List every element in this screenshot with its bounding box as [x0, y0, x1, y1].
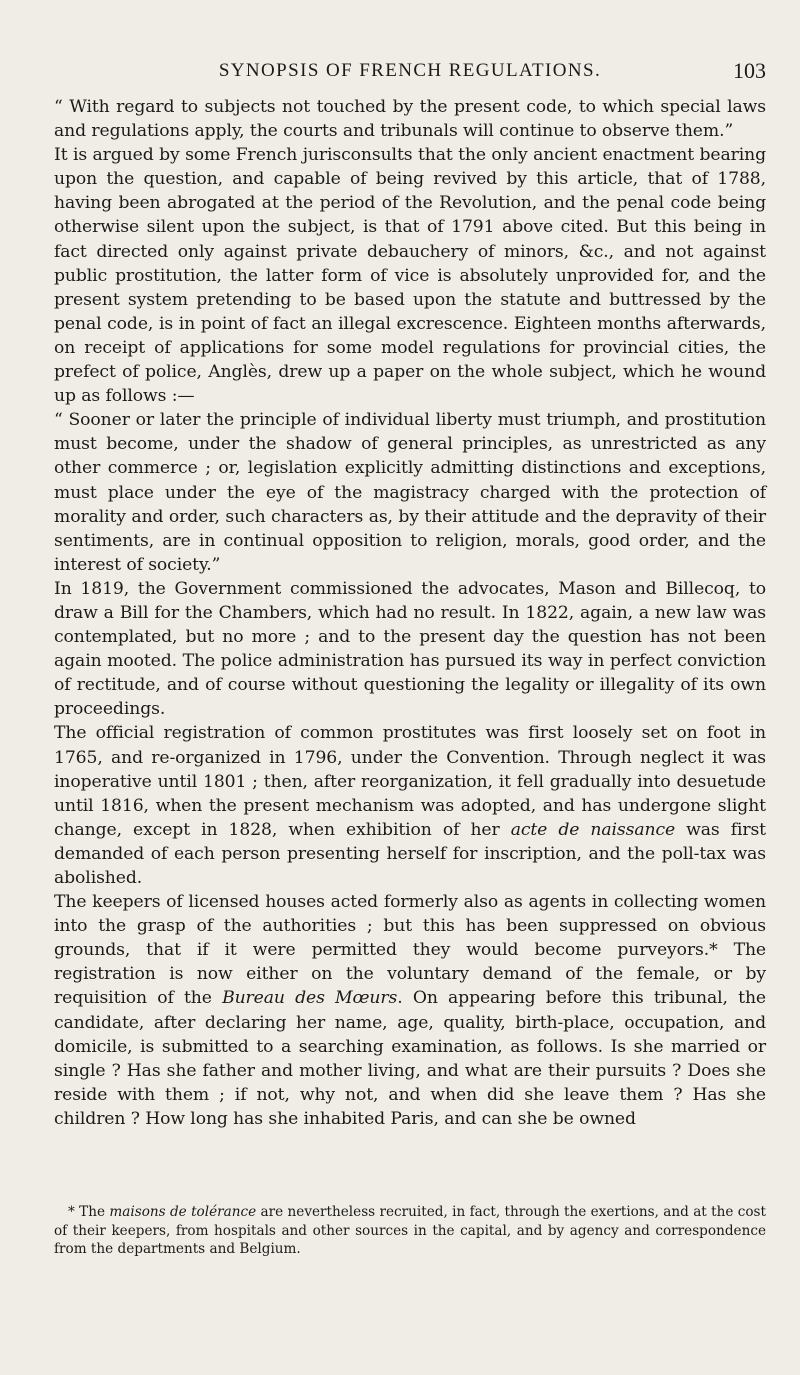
paragraph-licensed-houses — [54, 890, 766, 1131]
running-title: SYNOPSIS OF FRENCH REGULATIONS. — [218, 60, 602, 81]
paragraph-jurisconsults — [54, 143, 766, 408]
paragraph-text: “ Sooner or later the principle of individual liberty must triumph, and prostitution must become, under the shadow of general principles, as unrestricted as any other commerce ; or, legislation explicitly admitting distinctions and exceptions, must place under the eye of the magistracy charged with the protection of morality and order, such characters as, by their attitude and the depravity of their sentiments, are in continual opposition to religion, morals, good order, and the interest of society.” — [54, 410, 766, 575]
footnote — [54, 1203, 766, 1259]
paragraph-text: . On appearing before this tribunal, the candidate, after declaring her name, age, quality, birth-place, occupation, and domicile, is submitted to a searching examination, as follows. Is she married or single ? Has she father and mother living, and what are their pursuits ? Does she reside with them ; if not, why not, and when did she leave them ? Has she children ? How long has she inhabited Paris, and can she be owned — [54, 988, 766, 1129]
italic-term: Bureau des Mœurs — [222, 988, 398, 1009]
footnote-text — [54, 1203, 766, 1259]
paragraph-registration-history — [54, 721, 766, 890]
paragraph-text: It is argued by some French jurisconsults that the only ancient enactment bearing upon the question, and capable of being revived by this article, that of 1788, having been abrogated at the period of the Revolution, and the penal code being otherwise silent upon the subject, is that of 1791 above cited. But this being in fact directed only against private debauchery of minors, &c., and not against public prostitution, the latter form of vice is absolutely unprovided for, and the present system pretending to be based upon the statute and buttressed by the penal code, is in point of fact an illegal excrescence. Eighteen months afterwards, on receipt of applications for some model regulations for provincial cities, the prefect of police, Anglès, drew up a paper on the whole subject, which he wound up as follows :— — [54, 145, 766, 407]
paragraph-1819-bill — [54, 577, 766, 722]
paragraph-text: In 1819, the Government commissioned the advocates, Mason and Billecoq, to draw a Bill for the Chambers, which had no result. In 1822, again, a new law was contemplated, but no more ; and to the present day the question has not been again mooted. The police administration has pursued its way in perfect conviction of rectitude, and of course without questioning the legality or illegality of its own proceedings. — [54, 578, 766, 720]
paragraph-quote-code — [54, 95, 766, 143]
italic-term: acte de naissance — [510, 819, 676, 840]
running-head — [54, 58, 766, 86]
paragraph-text: The official registration of common prostitutes was first loosely set on foot in 1765, and re-organized in 1796, under the Convention. Through neglect it was inoperative until 1801 ; then, after reorganization, it fell gradually into desuetude until 1816, when the present mechanism was adopted, and has undergone slight change, except in 1828, when exhibition of her — [54, 723, 766, 840]
footnote-marker-text: * The — [68, 1204, 110, 1220]
italic-term: maisons de tolérance — [109, 1204, 257, 1220]
paragraph-text: was first demanded of each person presenting herself for inscription, and the poll-tax was abolished. — [54, 819, 766, 888]
paragraph-text: The keepers of licensed houses acted formerly also as agents in collecting women into the grasp of the authorities ; but this has been suppressed on obvious grounds, that if it were permitted they would become purveyors.* The registration is now either on the voluntary demand of the female, or by requisition of the — [54, 892, 766, 1009]
footnote-body: are nevertheless recruited, in fact, through the exertions, and at the cost of their keepers, from hospitals and other sources in the capital, and by agency and correspondence from the departments and Belgium. — [54, 1204, 766, 1257]
paragraph-text: “ With regard to subjects not touched by the present code, to which special laws and regulations apply, the courts and tribunals will continue to observe them.” — [54, 97, 766, 142]
body-text — [54, 95, 766, 1131]
paragraph-angles-quote — [54, 408, 766, 577]
page-number: 103 — [733, 58, 766, 83]
